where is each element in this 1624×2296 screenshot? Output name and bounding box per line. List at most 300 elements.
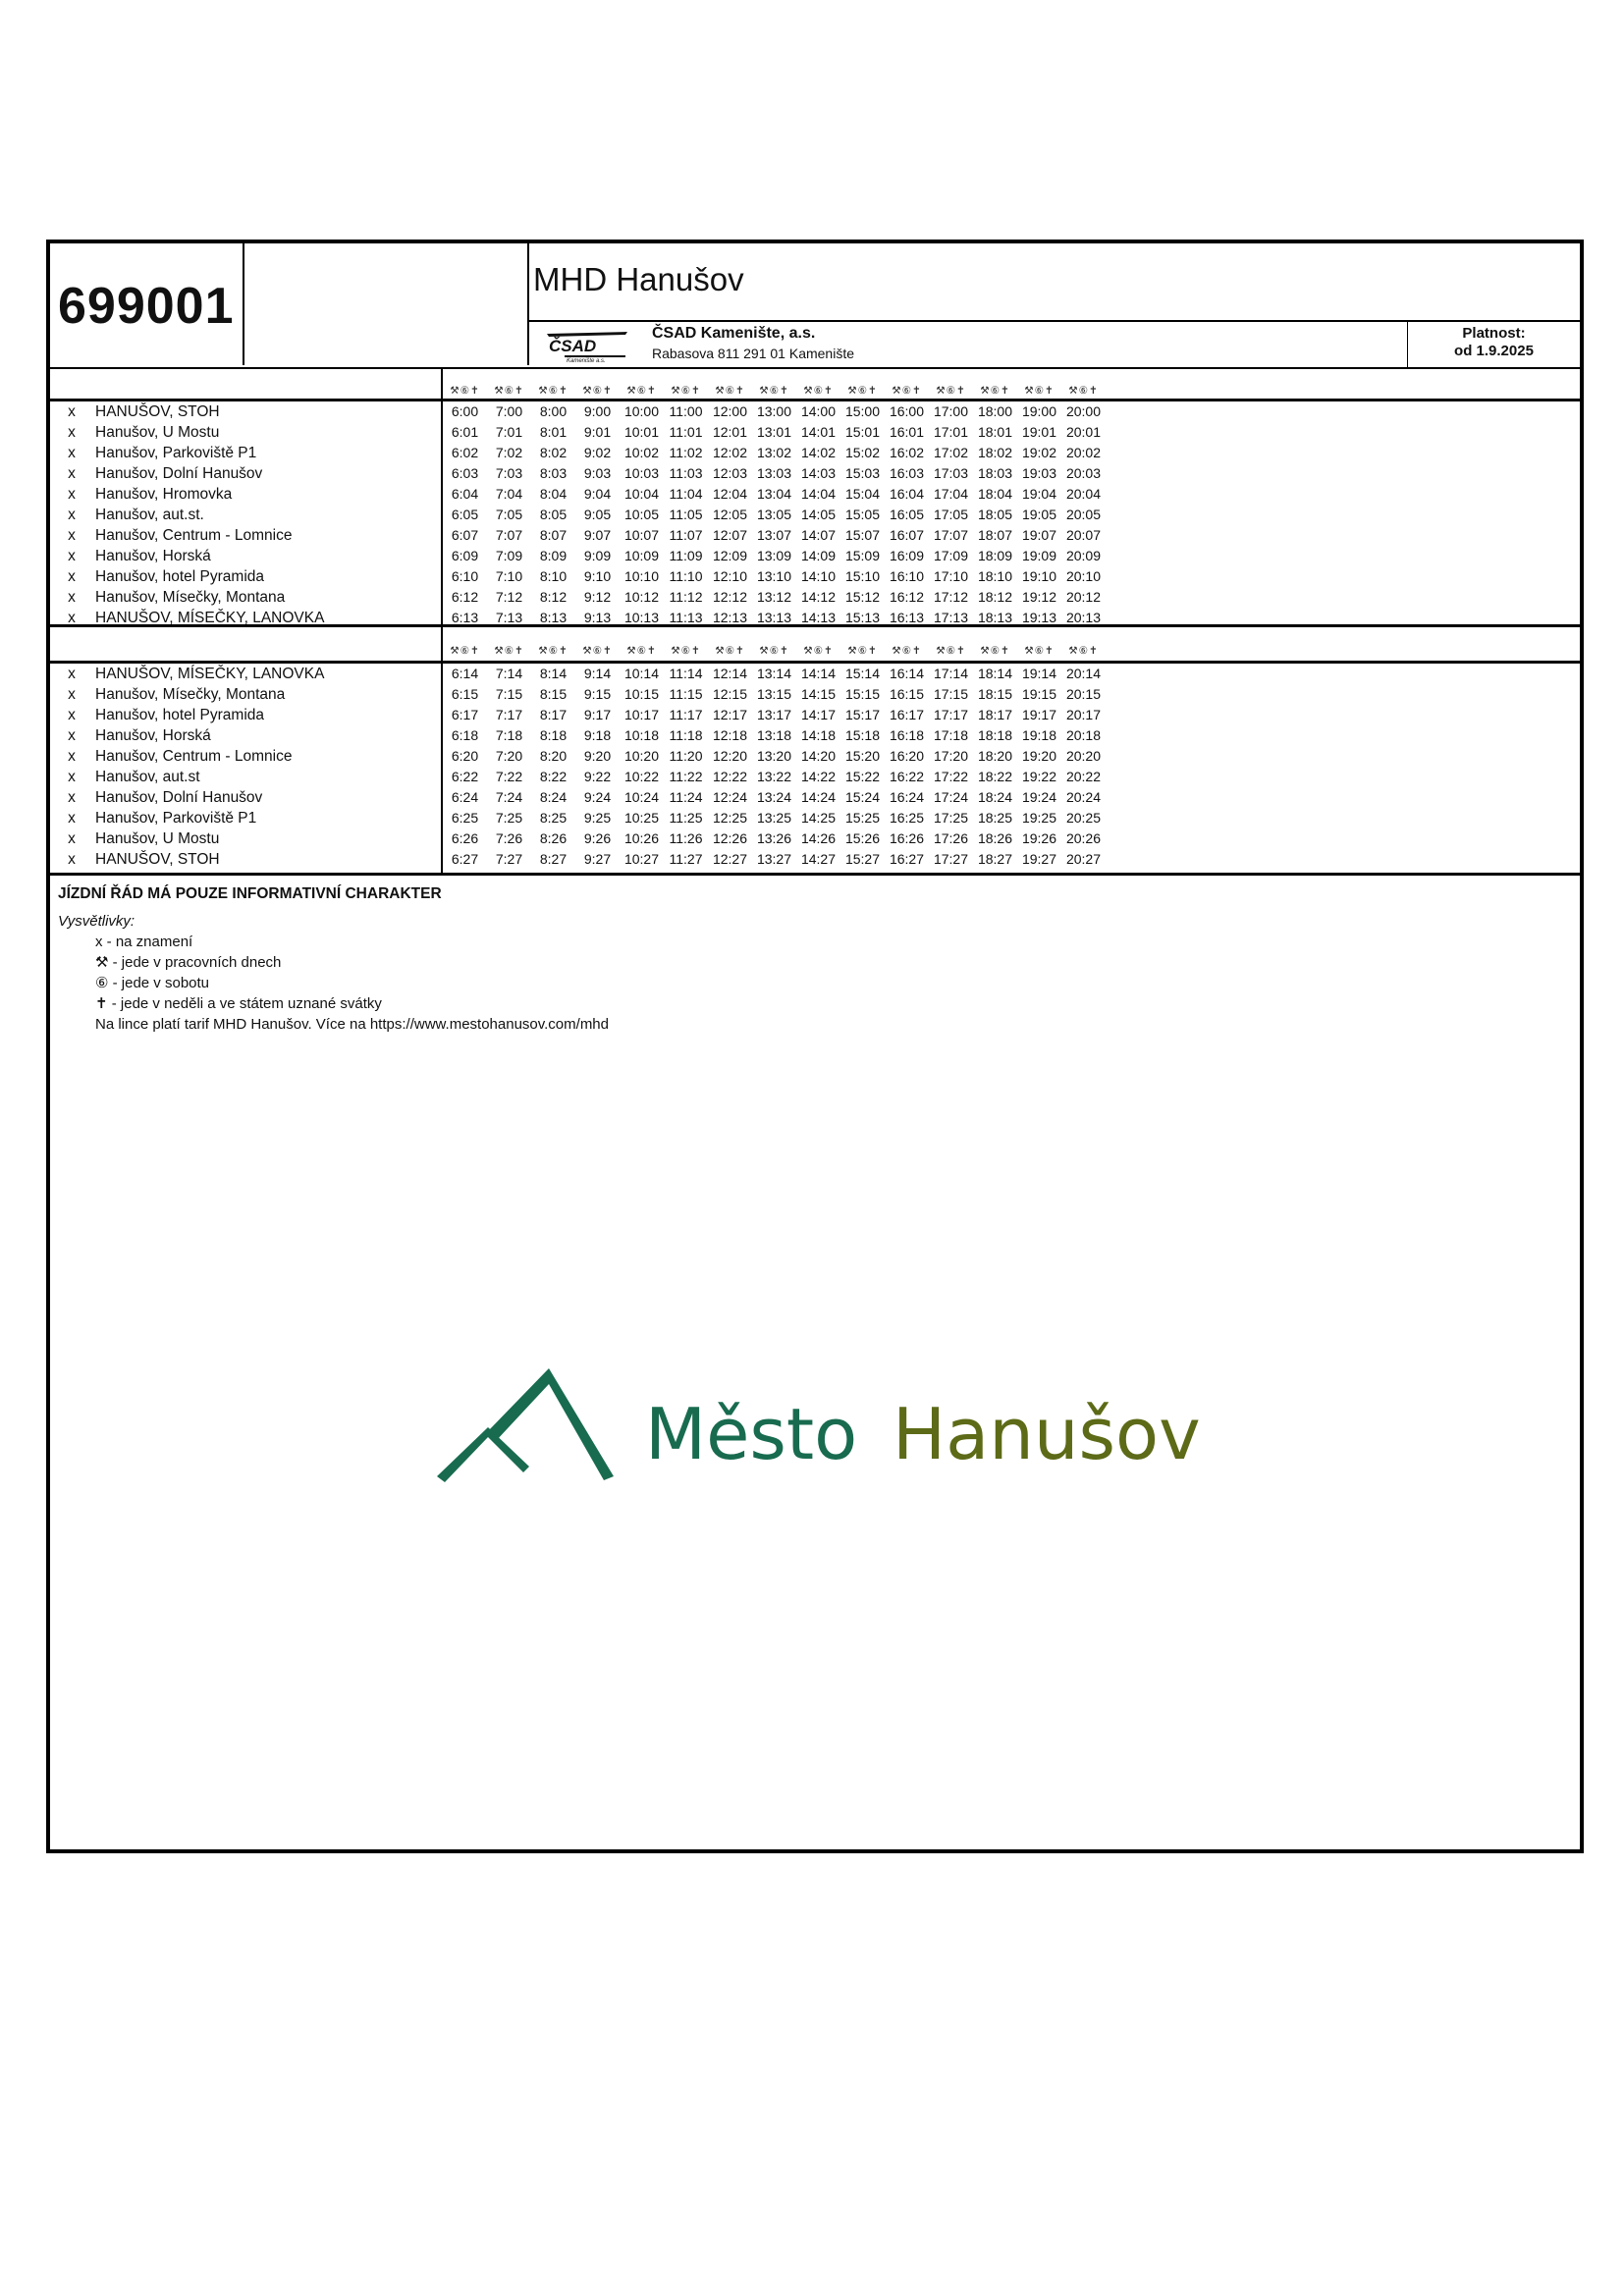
departure-time: 14:09	[800, 548, 837, 563]
departure-time: 14:12	[800, 589, 837, 605]
day-symbol: ⚒⑥✝	[1024, 385, 1055, 397]
disclaimer: JÍZDNÍ ŘÁD MÁ POUZE INFORMATIVNÍ CHARAKTER	[58, 885, 442, 902]
departure-time: 12:15	[712, 686, 748, 702]
timetable-direction-1	[50, 367, 1580, 627]
departure-time: 18:10	[977, 568, 1013, 584]
departure-time: 17:13	[933, 610, 969, 625]
departure-time: 12:01	[712, 424, 748, 440]
departure-time: 10:02	[623, 445, 660, 460]
departure-time: 20:09	[1065, 548, 1102, 563]
departure-time: 17:04	[933, 486, 969, 502]
request-stop-flag: x	[68, 789, 76, 806]
legend-item: ⚒ - jede v pracovních dnech	[95, 954, 282, 971]
departure-time: 6:15	[451, 686, 479, 702]
departure-time: 14:04	[800, 486, 837, 502]
times-row	[443, 505, 1106, 525]
svg-text:Kamenište a.s.: Kamenište a.s.	[567, 358, 606, 363]
line-number: 699001	[58, 278, 235, 335]
departure-time: 12:27	[712, 851, 748, 867]
departure-time: 20:02	[1065, 445, 1102, 460]
departure-time: 16:15	[889, 686, 925, 702]
departure-time: 10:12	[623, 589, 660, 605]
day-symbol: ⚒⑥✝	[494, 645, 524, 657]
departure-time: 11:17	[669, 707, 703, 722]
departure-time: 10:05	[623, 507, 660, 522]
departure-time: 9:09	[583, 548, 612, 563]
departure-time: 12:12	[712, 589, 748, 605]
stop-row	[50, 463, 441, 484]
departure-time: 6:25	[451, 810, 479, 826]
departure-time: 8:02	[539, 445, 568, 460]
departure-time: 14:17	[800, 707, 837, 722]
departure-time: 20:22	[1065, 769, 1102, 784]
departure-time: 10:20	[623, 748, 660, 764]
departure-time: 20:20	[1065, 748, 1102, 764]
departure-time: 6:17	[451, 707, 479, 722]
departure-time: 10:18	[623, 727, 660, 743]
day-symbol: ⚒⑥✝	[582, 645, 613, 657]
departure-time: 8:15	[539, 686, 568, 702]
departure-time: 20:10	[1065, 568, 1102, 584]
departure-time: 9:26	[583, 830, 612, 846]
stop-row	[50, 705, 441, 725]
departure-time: 6:01	[451, 424, 479, 440]
departure-time: 18:04	[977, 486, 1013, 502]
day-symbol: ⚒⑥✝	[847, 645, 878, 657]
carrier-name: ČSAD Kamenište, a.s.	[652, 325, 816, 342]
departure-time: 13:09	[756, 548, 792, 563]
departure-time: 7:13	[495, 610, 523, 625]
departure-time: 13:04	[756, 486, 792, 502]
validity-date: od 1.9.2025	[1454, 343, 1534, 359]
day-symbol: ⚒⑥✝	[450, 385, 480, 397]
day-symbol: ⚒⑥✝	[671, 385, 701, 397]
request-stop-flag: x	[68, 445, 76, 461]
symbol-header	[50, 367, 1580, 401]
departure-time: 13:14	[756, 666, 792, 681]
day-symbol: ⚒⑥✝	[671, 645, 701, 657]
carrier-row	[529, 320, 1580, 367]
departure-time: 13:00	[756, 403, 792, 419]
departure-time: 17:15	[933, 686, 969, 702]
day-symbol: ⚒⑥✝	[980, 385, 1010, 397]
departure-time: 18:20	[977, 748, 1013, 764]
departure-time: 19:05	[1021, 507, 1057, 522]
city-logo-word-1: Město	[645, 1393, 858, 1475]
departure-time: 14:25	[800, 810, 837, 826]
mountain-icon	[437, 1368, 614, 1482]
legend-item: x - na znamení	[95, 934, 193, 950]
departure-time: 12:00	[712, 403, 748, 419]
departure-time: 17:12	[933, 589, 969, 605]
departure-time: 18:25	[977, 810, 1013, 826]
departure-time: 14:18	[800, 727, 837, 743]
request-stop-flag: x	[68, 727, 76, 744]
times-row	[443, 664, 1106, 684]
departure-time: 10:26	[623, 830, 660, 846]
day-symbol: ⚒⑥✝	[892, 645, 922, 657]
departure-time: 11:27	[669, 851, 703, 867]
departure-time: 18:14	[977, 666, 1013, 681]
departure-time: 9:12	[583, 589, 612, 605]
stop-row	[50, 684, 441, 705]
request-stop-flag: x	[68, 507, 76, 523]
stop-row	[50, 746, 441, 767]
departure-time: 11:14	[669, 666, 703, 681]
departure-time: 9:27	[583, 851, 612, 867]
departure-time: 14:20	[800, 748, 837, 764]
departure-time: 19:13	[1021, 610, 1057, 625]
departure-time: 16:10	[889, 568, 925, 584]
departure-time: 15:27	[844, 851, 881, 867]
request-stop-flag: x	[68, 486, 76, 503]
departure-time: 12:14	[712, 666, 748, 681]
departure-time: 7:04	[495, 486, 523, 502]
legend-item: ✝ - jede v neděli a ve státem uznané svátky	[95, 995, 382, 1012]
departure-time: 15:00	[844, 403, 881, 419]
departure-time: 15:17	[844, 707, 881, 722]
departure-time: 11:25	[669, 810, 703, 826]
departure-time: 6:12	[451, 589, 479, 605]
departure-time: 17:09	[933, 548, 969, 563]
departure-time: 8:09	[539, 548, 568, 563]
departure-time: 10:07	[623, 527, 660, 543]
departure-time: 6:18	[451, 727, 479, 743]
departure-time: 15:01	[844, 424, 881, 440]
request-stop-flag: x	[68, 548, 76, 564]
timetable-header	[50, 243, 1580, 369]
departure-time: 13:01	[756, 424, 792, 440]
departure-time: 11:15	[669, 686, 703, 702]
validity-label: Platnost:	[1462, 325, 1526, 342]
departure-time: 10:00	[623, 403, 660, 419]
departure-time: 15:10	[844, 568, 881, 584]
departure-time: 18:03	[977, 465, 1013, 481]
departure-time: 19:02	[1021, 445, 1057, 460]
departure-time: 6:22	[451, 769, 479, 784]
times-row	[443, 608, 1106, 628]
stop-name: Hanušov, Parkoviště P1	[95, 810, 257, 827]
stop-row	[50, 566, 441, 587]
departure-time: 6:07	[451, 527, 479, 543]
stop-row	[50, 787, 441, 808]
departure-time: 18:24	[977, 789, 1013, 805]
notes	[58, 885, 609, 1035]
departure-time: 14:22	[800, 769, 837, 784]
departure-time: 16:13	[889, 610, 925, 625]
departure-time: 9:07	[583, 527, 612, 543]
departure-time: 17:17	[933, 707, 969, 722]
departure-time: 19:09	[1021, 548, 1057, 563]
departure-time: 8:20	[539, 748, 568, 764]
departure-time: 13:24	[756, 789, 792, 805]
day-symbol: ⚒⑥✝	[759, 645, 789, 657]
departure-time: 14:07	[800, 527, 837, 543]
day-symbol: ⚒⑥✝	[538, 645, 568, 657]
departure-time: 15:22	[844, 769, 881, 784]
departure-time: 11:24	[669, 789, 703, 805]
day-symbols-row	[443, 641, 1106, 659]
request-stop-flag: x	[68, 527, 76, 544]
day-symbol: ⚒⑥✝	[715, 385, 745, 397]
departure-time: 11:26	[669, 830, 703, 846]
departure-time: 10:09	[623, 548, 660, 563]
stop-row	[50, 767, 441, 787]
departure-time: 6:27	[451, 851, 479, 867]
departure-time: 19:04	[1021, 486, 1057, 502]
departure-time: 18:13	[977, 610, 1013, 625]
times-row	[443, 684, 1106, 705]
tariff-info: Na lince platí tarif MHD Hanušov. Více na https://www.mestohanusov.com/mhd	[95, 1016, 609, 1033]
departure-time: 13:20	[756, 748, 792, 764]
stop-name: Hanušov, Dolní Hanušov	[95, 789, 263, 806]
departure-time: 20:14	[1065, 666, 1102, 681]
departure-time: 11:03	[669, 465, 703, 481]
departure-time: 12:25	[712, 810, 748, 826]
departure-time: 19:14	[1021, 666, 1057, 681]
departure-time: 11:07	[669, 527, 703, 543]
departure-time: 13:12	[756, 589, 792, 605]
route-title: MHD Hanušov	[533, 261, 744, 297]
stop-row	[50, 525, 441, 546]
departure-time: 13:10	[756, 568, 792, 584]
departure-time: 11:22	[669, 769, 703, 784]
times-row	[443, 401, 1106, 422]
day-symbol: ⚒⑥✝	[803, 385, 834, 397]
departure-time: 15:07	[844, 527, 881, 543]
departure-time: 12:10	[712, 568, 748, 584]
request-stop-flag: x	[68, 769, 76, 785]
departure-time: 12:02	[712, 445, 748, 460]
departure-time: 7:25	[495, 810, 523, 826]
svg-text:ČSAD: ČSAD	[549, 337, 597, 355]
departure-time: 17:10	[933, 568, 969, 584]
departure-time: 8:12	[539, 589, 568, 605]
departure-times	[443, 664, 1106, 870]
times-row	[443, 587, 1106, 608]
departure-time: 7:18	[495, 727, 523, 743]
departure-time: 19:17	[1021, 707, 1057, 722]
departure-time: 8:01	[539, 424, 568, 440]
day-symbol: ⚒⑥✝	[892, 385, 922, 397]
departure-time: 9:17	[583, 707, 612, 722]
departure-time: 10:01	[623, 424, 660, 440]
departure-time: 12:26	[712, 830, 748, 846]
departure-time: 7:05	[495, 507, 523, 522]
day-symbol: ⚒⑥✝	[626, 385, 657, 397]
day-symbol: ⚒⑥✝	[450, 645, 480, 657]
departure-time: 7:17	[495, 707, 523, 722]
departure-time: 15:26	[844, 830, 881, 846]
departure-time: 17:26	[933, 830, 969, 846]
departure-time: 17:22	[933, 769, 969, 784]
departure-time: 19:07	[1021, 527, 1057, 543]
times-row	[443, 705, 1106, 725]
departure-time: 20:13	[1065, 610, 1102, 625]
departure-time: 20:17	[1065, 707, 1102, 722]
stop-row	[50, 422, 441, 443]
stop-row	[50, 484, 441, 505]
stop-name: HANUŠOV, STOH	[95, 403, 220, 420]
departure-time: 20:03	[1065, 465, 1102, 481]
departure-time: 15:14	[844, 666, 881, 681]
departure-time: 20:05	[1065, 507, 1102, 522]
stop-row	[50, 664, 441, 684]
request-stop-flag: x	[68, 810, 76, 827]
departure-time: 20:27	[1065, 851, 1102, 867]
departure-time: 16:09	[889, 548, 925, 563]
request-stop-flag: x	[68, 465, 76, 482]
times-row	[443, 849, 1106, 870]
stop-name: Hanušov, U Mostu	[95, 830, 220, 847]
departure-time: 7:20	[495, 748, 523, 764]
stop-name: Hanušov, Hromovka	[95, 486, 233, 503]
stop-name: Hanušov, Horská	[95, 548, 211, 564]
departure-time: 17:05	[933, 507, 969, 522]
departure-time: 16:03	[889, 465, 925, 481]
carrier-address: Rabasova 811 291 01 Kamenište	[652, 346, 854, 361]
departure-time: 9:25	[583, 810, 612, 826]
departure-time: 19:12	[1021, 589, 1057, 605]
departure-time: 13:03	[756, 465, 792, 481]
departure-time: 6:04	[451, 486, 479, 502]
departure-time: 17:25	[933, 810, 969, 826]
departure-time: 9:18	[583, 727, 612, 743]
departure-time: 7:22	[495, 769, 523, 784]
departure-time: 18:01	[977, 424, 1013, 440]
departure-time: 18:18	[977, 727, 1013, 743]
departure-time: 12:03	[712, 465, 748, 481]
departure-time: 8:05	[539, 507, 568, 522]
departure-time: 12:05	[712, 507, 748, 522]
departure-time: 18:12	[977, 589, 1013, 605]
departure-time: 13:27	[756, 851, 792, 867]
departure-time: 15:13	[844, 610, 881, 625]
departure-time: 14:13	[800, 610, 837, 625]
departure-time: 15:15	[844, 686, 881, 702]
departure-time: 9:15	[583, 686, 612, 702]
departure-time: 20:04	[1065, 486, 1102, 502]
day-symbol: ⚒⑥✝	[1068, 645, 1099, 657]
departure-time: 7:09	[495, 548, 523, 563]
departure-time: 7:07	[495, 527, 523, 543]
departure-time: 10:10	[623, 568, 660, 584]
departure-time: 10:27	[623, 851, 660, 867]
times-row	[443, 525, 1106, 546]
day-symbol: ⚒⑥✝	[626, 645, 657, 657]
times-row	[443, 566, 1106, 587]
departure-time: 19:25	[1021, 810, 1057, 826]
validity-box	[1407, 322, 1580, 367]
request-stop-flag: x	[68, 424, 76, 441]
departure-time: 16:05	[889, 507, 925, 522]
departure-time: 12:09	[712, 548, 748, 563]
departure-time: 8:24	[539, 789, 568, 805]
departure-time: 15:25	[844, 810, 881, 826]
departure-time: 8:17	[539, 707, 568, 722]
departure-time: 14:26	[800, 830, 837, 846]
departure-time: 13:07	[756, 527, 792, 543]
departure-time: 7:27	[495, 851, 523, 867]
day-symbol: ⚒⑥✝	[936, 645, 966, 657]
stop-row	[50, 849, 441, 870]
departure-time: 6:03	[451, 465, 479, 481]
stop-row	[50, 587, 441, 608]
departure-time: 18:05	[977, 507, 1013, 522]
departure-time: 18:27	[977, 851, 1013, 867]
departure-time: 20:15	[1065, 686, 1102, 702]
departure-time: 9:01	[583, 424, 612, 440]
departure-time: 15:20	[844, 748, 881, 764]
departure-time: 18:17	[977, 707, 1013, 722]
departure-time: 14:01	[800, 424, 837, 440]
departure-time: 9:00	[583, 403, 612, 419]
departure-time: 8:25	[539, 810, 568, 826]
departure-time: 9:04	[583, 486, 612, 502]
stop-name: Hanušov, Dolní Hanušov	[95, 465, 263, 482]
departure-time: 11:02	[669, 445, 703, 460]
departure-time: 17:01	[933, 424, 969, 440]
symbol-header	[50, 627, 1580, 664]
request-stop-flag: x	[68, 851, 76, 868]
departure-time: 15:02	[844, 445, 881, 460]
departure-time: 11:09	[669, 548, 703, 563]
departure-time: 17:07	[933, 527, 969, 543]
departure-time: 14:27	[800, 851, 837, 867]
departure-time: 8:18	[539, 727, 568, 743]
departure-time: 18:07	[977, 527, 1013, 543]
departure-time: 8:13	[539, 610, 568, 625]
departure-time: 13:13	[756, 610, 792, 625]
departure-time: 16:02	[889, 445, 925, 460]
day-symbol: ⚒⑥✝	[582, 385, 613, 397]
stop-row	[50, 505, 441, 525]
departure-time: 20:00	[1065, 403, 1102, 419]
departure-time: 10:14	[623, 666, 660, 681]
departure-time: 12:04	[712, 486, 748, 502]
departure-time: 17:00	[933, 403, 969, 419]
request-stop-flag: x	[68, 748, 76, 765]
city-logo-word-2: Hanušov	[893, 1393, 1201, 1475]
departure-time: 20:01	[1065, 424, 1102, 440]
departure-time: 17:24	[933, 789, 969, 805]
departure-time: 11:00	[669, 403, 703, 419]
departure-time: 7:12	[495, 589, 523, 605]
departure-time: 7:03	[495, 465, 523, 481]
departure-time: 12:13	[712, 610, 748, 625]
departure-time: 19:22	[1021, 769, 1057, 784]
day-symbol: ⚒⑥✝	[1024, 645, 1055, 657]
times-row	[443, 463, 1106, 484]
departure-time: 16:01	[889, 424, 925, 440]
stop-name: HANUŠOV, MÍSEČKY, LANOVKA	[95, 610, 325, 626]
stop-name: Hanušov, Centrum - Lomnice	[95, 748, 293, 765]
departure-time: 15:03	[844, 465, 881, 481]
departure-time: 7:01	[495, 424, 523, 440]
departure-time: 6:20	[451, 748, 479, 764]
departure-time: 6:02	[451, 445, 479, 460]
departure-time: 17:14	[933, 666, 969, 681]
carrier-logo-icon	[543, 328, 631, 363]
stop-row	[50, 808, 441, 828]
departure-time: 8:03	[539, 465, 568, 481]
departure-time: 16:07	[889, 527, 925, 543]
day-symbol: ⚒⑥✝	[538, 385, 568, 397]
stop-name: Hanušov, Mísečky, Montana	[95, 589, 286, 606]
departure-time: 14:24	[800, 789, 837, 805]
departure-time: 16:18	[889, 727, 925, 743]
stop-name: Hanušov, Horská	[95, 727, 211, 744]
